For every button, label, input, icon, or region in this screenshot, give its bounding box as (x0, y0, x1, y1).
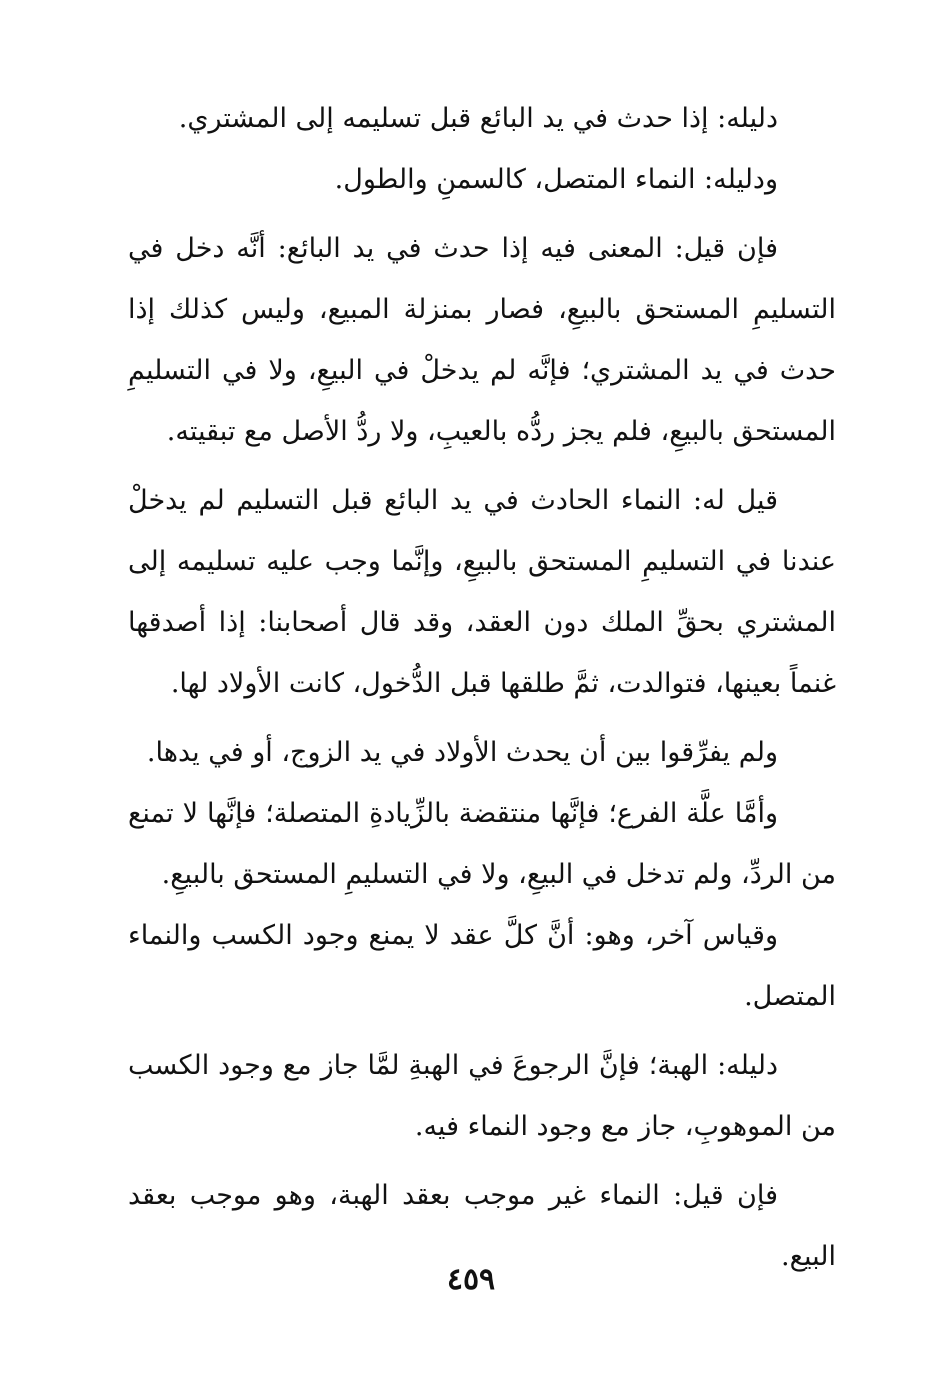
paragraph-9: فإن قيل: النماء غير موجب بعقد الهبة، وهو موجب بعقد البيع. (128, 1180, 836, 1272)
paragraph-7: وقياس آخر، وهو: أنَّ كلَّ عقد لا يمنع وجود الكسب والنماء المتصل. (128, 920, 836, 1012)
page-number: ٤٥٩ (446, 1262, 496, 1297)
paragraph-1: دليله: إذا حدث في يد البائع قبل تسليمه إلى المشتري. (178, 103, 778, 134)
paragraph-3: فإن قيل: المعنى فيه إذا حدث في يد البائع: أنَّه دخل في التسليمِ المستحق بالبيعِ، فصار بمنزلة المبيع، وليس كذلك إذا حدث في يد المشتري؛ فإنَّه لم يدخلْ في البيعِ، ولا في التسليمِ المستحق بالبيعِ، فلم يجز ردُّه بالعيبِ، ولا ردُّ الأصل مع تبقيته. (128, 233, 836, 447)
paragraph-5: ولم يفرِّقوا بين أن يحدث الأولاد في يد الزوج، أو في يدها. (146, 737, 778, 768)
paragraph-2: ودليله: النماء المتصل، كالسمنِ والطول. (334, 164, 778, 195)
paragraph-8: دليله: الهبة؛ فإنَّ الرجوعَ في الهبةِ لمَّا جاز مع وجود الكسب من الموهوبِ، جاز مع وجود النماء فيه. (128, 1050, 836, 1142)
body-text (128, 88, 836, 1287)
paragraph-6: وأمَّا علَّة الفرع؛ فإنَّها منتقضة بالزِّيادةِ المتصلة؛ فإنَّها لا تمنع من الردِّ، ولم تدخل في البيعِ، ولا في التسليمِ المستحق بالبيعِ. (128, 798, 836, 890)
paragraph-4: قيل له: النماء الحادث في يد البائع قبل التسليم لم يدخلْ عندنا في التسليمِ المستحق بالبيعِ، وإنَّما وجب عليه تسليمه إلى المشتري بحقِّ الملك دون العقد، وقد قال أصحابنا: إذا أصدقها غنماً بعينها، فتوالدت، ثمَّ طلقها قبل الدُّخول، كانت الأولاد لها. (128, 485, 836, 699)
